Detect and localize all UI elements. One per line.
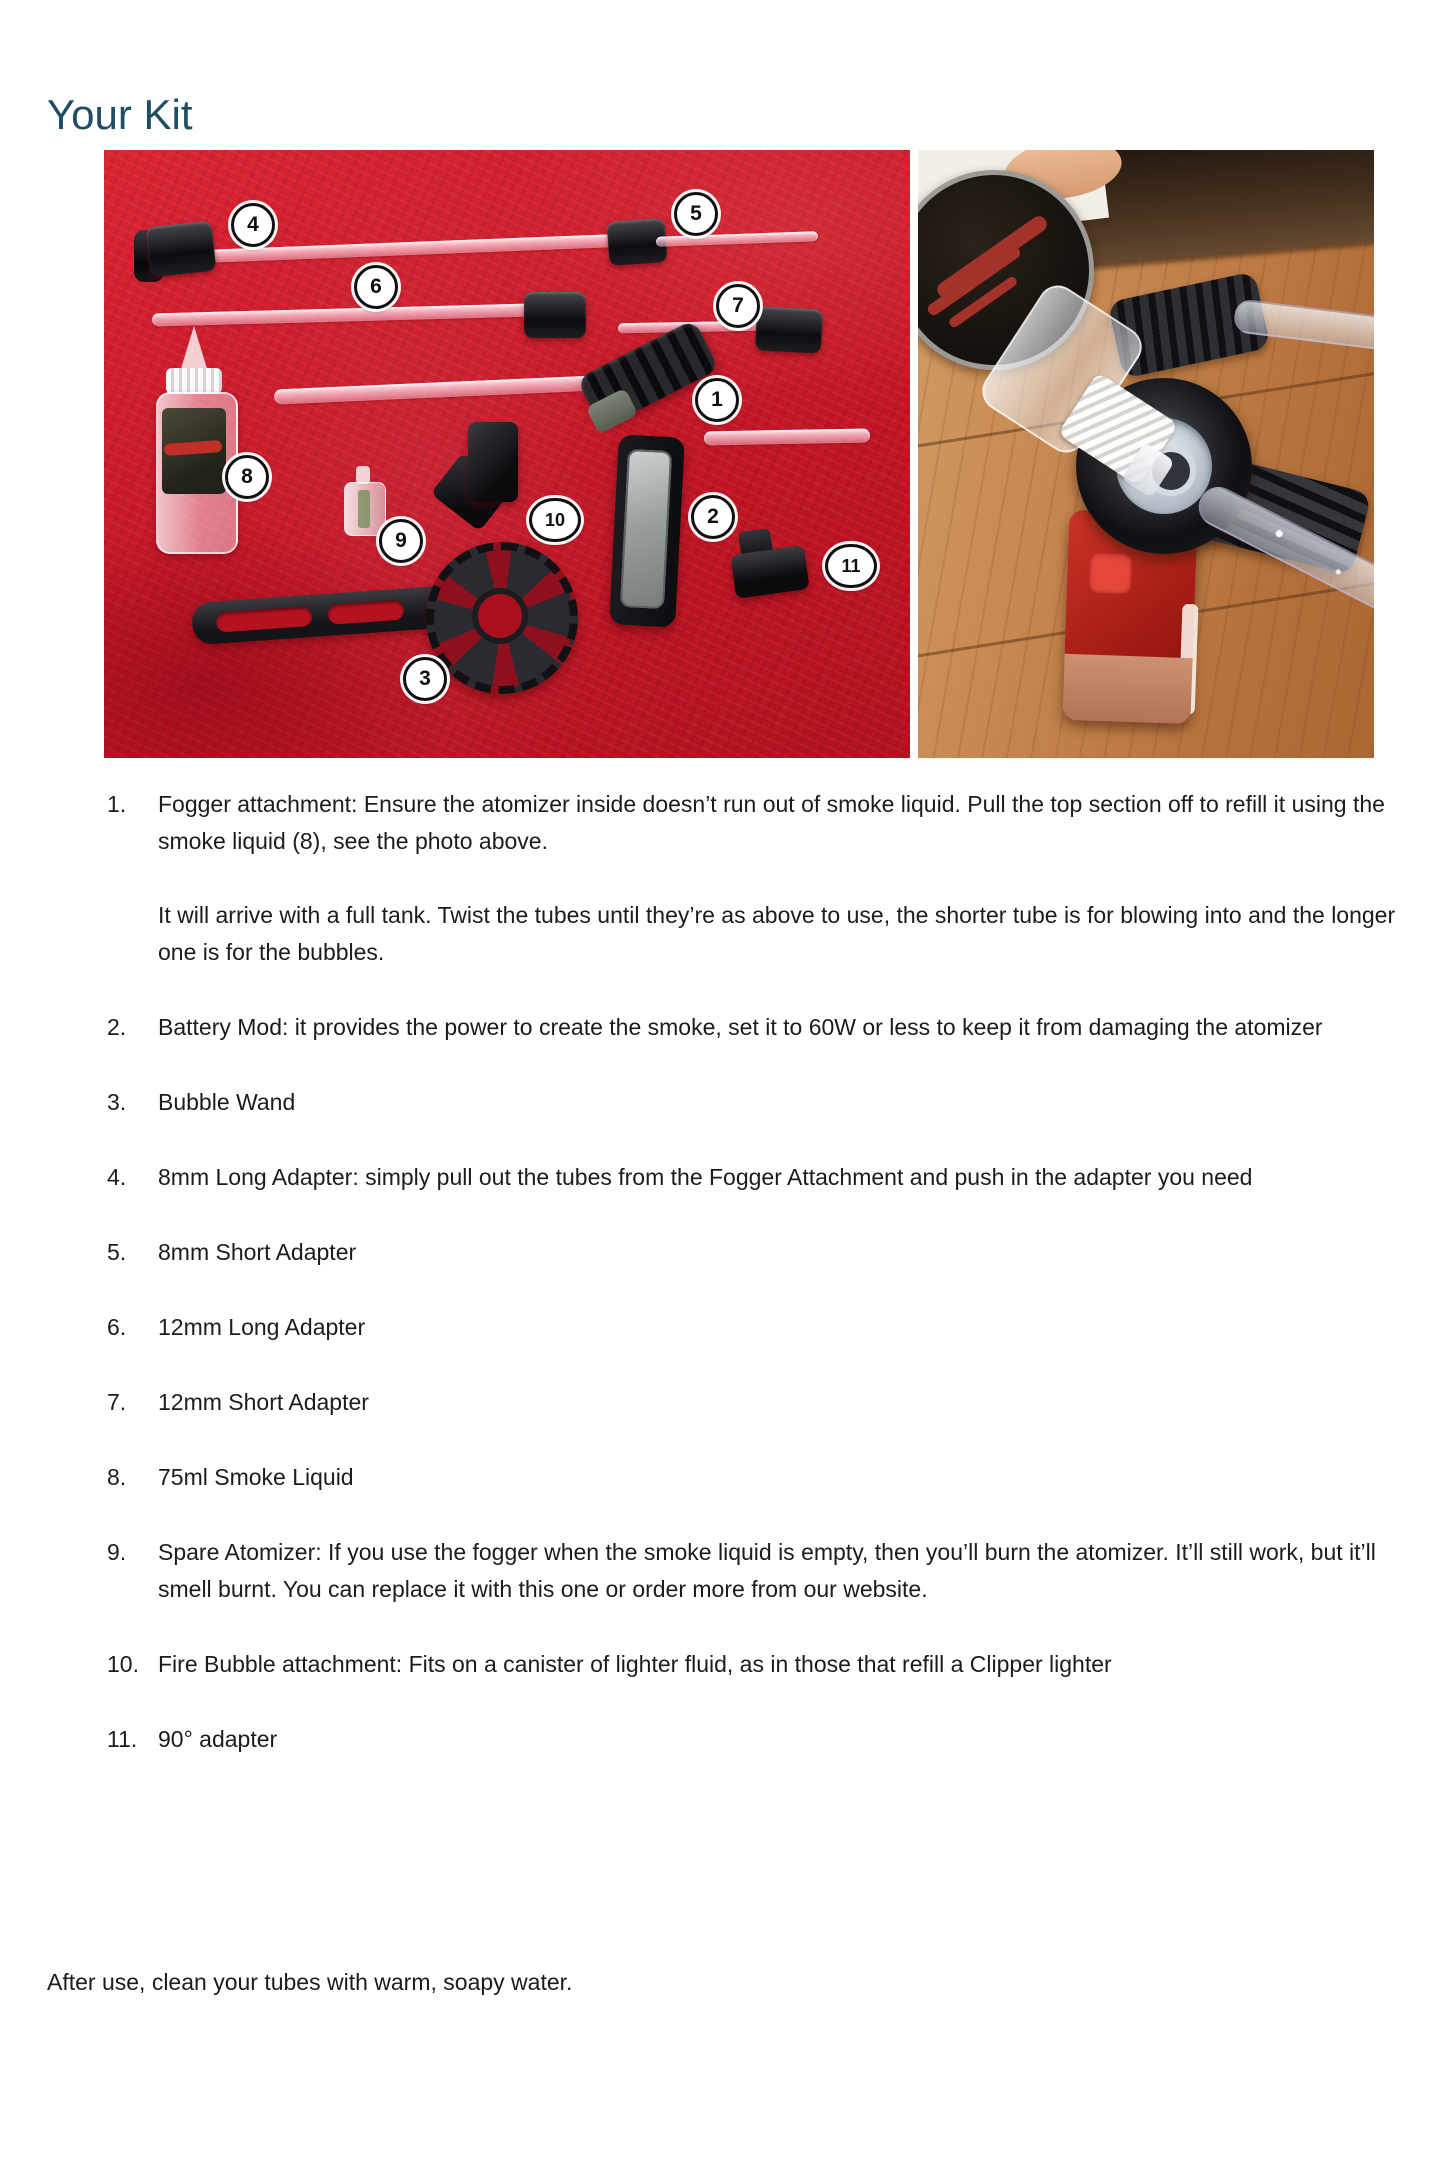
item-text: 8mm Long Adapter: simply pull out the tubes from the Fogger Attachment and push in the adapter you need (158, 1164, 1253, 1190)
photo-label-8: 8 (225, 455, 269, 499)
item-number: 6. (107, 1314, 127, 1340)
photo-label-2: 2 (691, 495, 735, 539)
battery-mod-plate (620, 449, 672, 609)
item-number: 9. (107, 1539, 127, 1565)
photo-label-7: 7 (716, 284, 760, 328)
mod-copper-base (1062, 654, 1192, 724)
item-number: 3. (107, 1089, 127, 1115)
cleaning-note: After use, clean your tubes with warm, soapy water. (47, 1969, 573, 1995)
list-item-1 (107, 786, 1399, 971)
refill-photo (918, 150, 1374, 758)
list-item-8 (107, 1459, 1399, 1496)
item-number: 1. (107, 791, 127, 817)
smoke-liquid-tip (180, 326, 208, 372)
item-text: Bubble Wand (158, 1089, 296, 1115)
item-text: 75ml Smoke Liquid (158, 1464, 354, 1490)
tube-12mm-long (152, 303, 572, 327)
item-text: Spare Atomizer: If you use the fogger when the smoke liquid is empty, then you’ll burn the atomizer. It’ll still work, but it’ll smell burnt. You can replace it with this one or order more from our website. (158, 1539, 1376, 1602)
item-number: 11. (107, 1726, 138, 1752)
photo-label-11: 11 (825, 544, 877, 588)
adapter-8mm-long (146, 221, 217, 278)
list-item-10 (107, 1646, 1399, 1683)
item-number: 2. (107, 1014, 127, 1040)
photo-label-10: 10 (529, 498, 581, 542)
list-item-9 (107, 1534, 1399, 1608)
smoke-liquid-collar (166, 368, 222, 394)
photo-label-3: 3 (403, 657, 447, 701)
item-number: 4. (107, 1164, 127, 1190)
list-item-6 (107, 1309, 1399, 1346)
ninety-adapter (730, 545, 809, 599)
list-item-4 (107, 1159, 1399, 1196)
item-text: Battery Mod: it provides the power to create the smoke, set it to 60W or less to keep it from damaging the atomizer (158, 1014, 1323, 1040)
item-number: 5. (107, 1239, 127, 1265)
page-title: Your Kit (47, 91, 193, 139)
tube-8mm-short (656, 231, 818, 247)
fire-button (1089, 553, 1132, 594)
label-script (934, 213, 1050, 301)
bubble-wand-hub (472, 588, 528, 644)
spare-atomizer-core (358, 490, 370, 528)
item-text: 90° adapter (158, 1726, 278, 1752)
blow-tube (704, 429, 870, 446)
photo-label-5: 5 (674, 192, 718, 236)
list-item-2 (107, 1009, 1399, 1046)
list-item-3 (107, 1084, 1399, 1121)
list-item-5 (107, 1234, 1399, 1271)
photo-label-6: 6 (354, 265, 398, 309)
item-number: 8. (107, 1464, 127, 1490)
adapter-12mm-short (755, 306, 823, 353)
bubble-wand-handle (191, 585, 461, 646)
item-number: 7. (107, 1389, 127, 1415)
photo-label-9: 9 (379, 519, 423, 563)
photo-label-1: 1 (695, 378, 739, 422)
photo-label-4: 4 (231, 203, 275, 247)
item-text: Fire Bubble attachment: Fits on a canister of lighter fluid, as in those that refill a Clipper lighter (158, 1651, 1112, 1677)
item-text: 8mm Short Adapter (158, 1239, 357, 1265)
adapter-12mm-long (524, 292, 586, 338)
kit-list (107, 786, 1399, 1796)
list-item-11 (107, 1721, 1399, 1758)
list-item-7 (107, 1384, 1399, 1421)
item-text: Fogger attachment: Ensure the atomizer inside doesn’t run out of smoke liquid. Pull the top section off to refill it using the smoke liquid (8), see the photo above. It will arrive with a full tank. Twist the tubes until they’re as above to use, the shorter tube is for blowing into and the longer one is for the bubbles. (158, 791, 1396, 965)
item-text: 12mm Short Adapter (158, 1389, 369, 1415)
kit-photo (104, 150, 910, 758)
item-number: 10. (107, 1651, 139, 1677)
fire-bubble-attachment (468, 422, 518, 502)
bubble-tube (274, 374, 622, 404)
item-text: 12mm Long Adapter (158, 1314, 366, 1340)
